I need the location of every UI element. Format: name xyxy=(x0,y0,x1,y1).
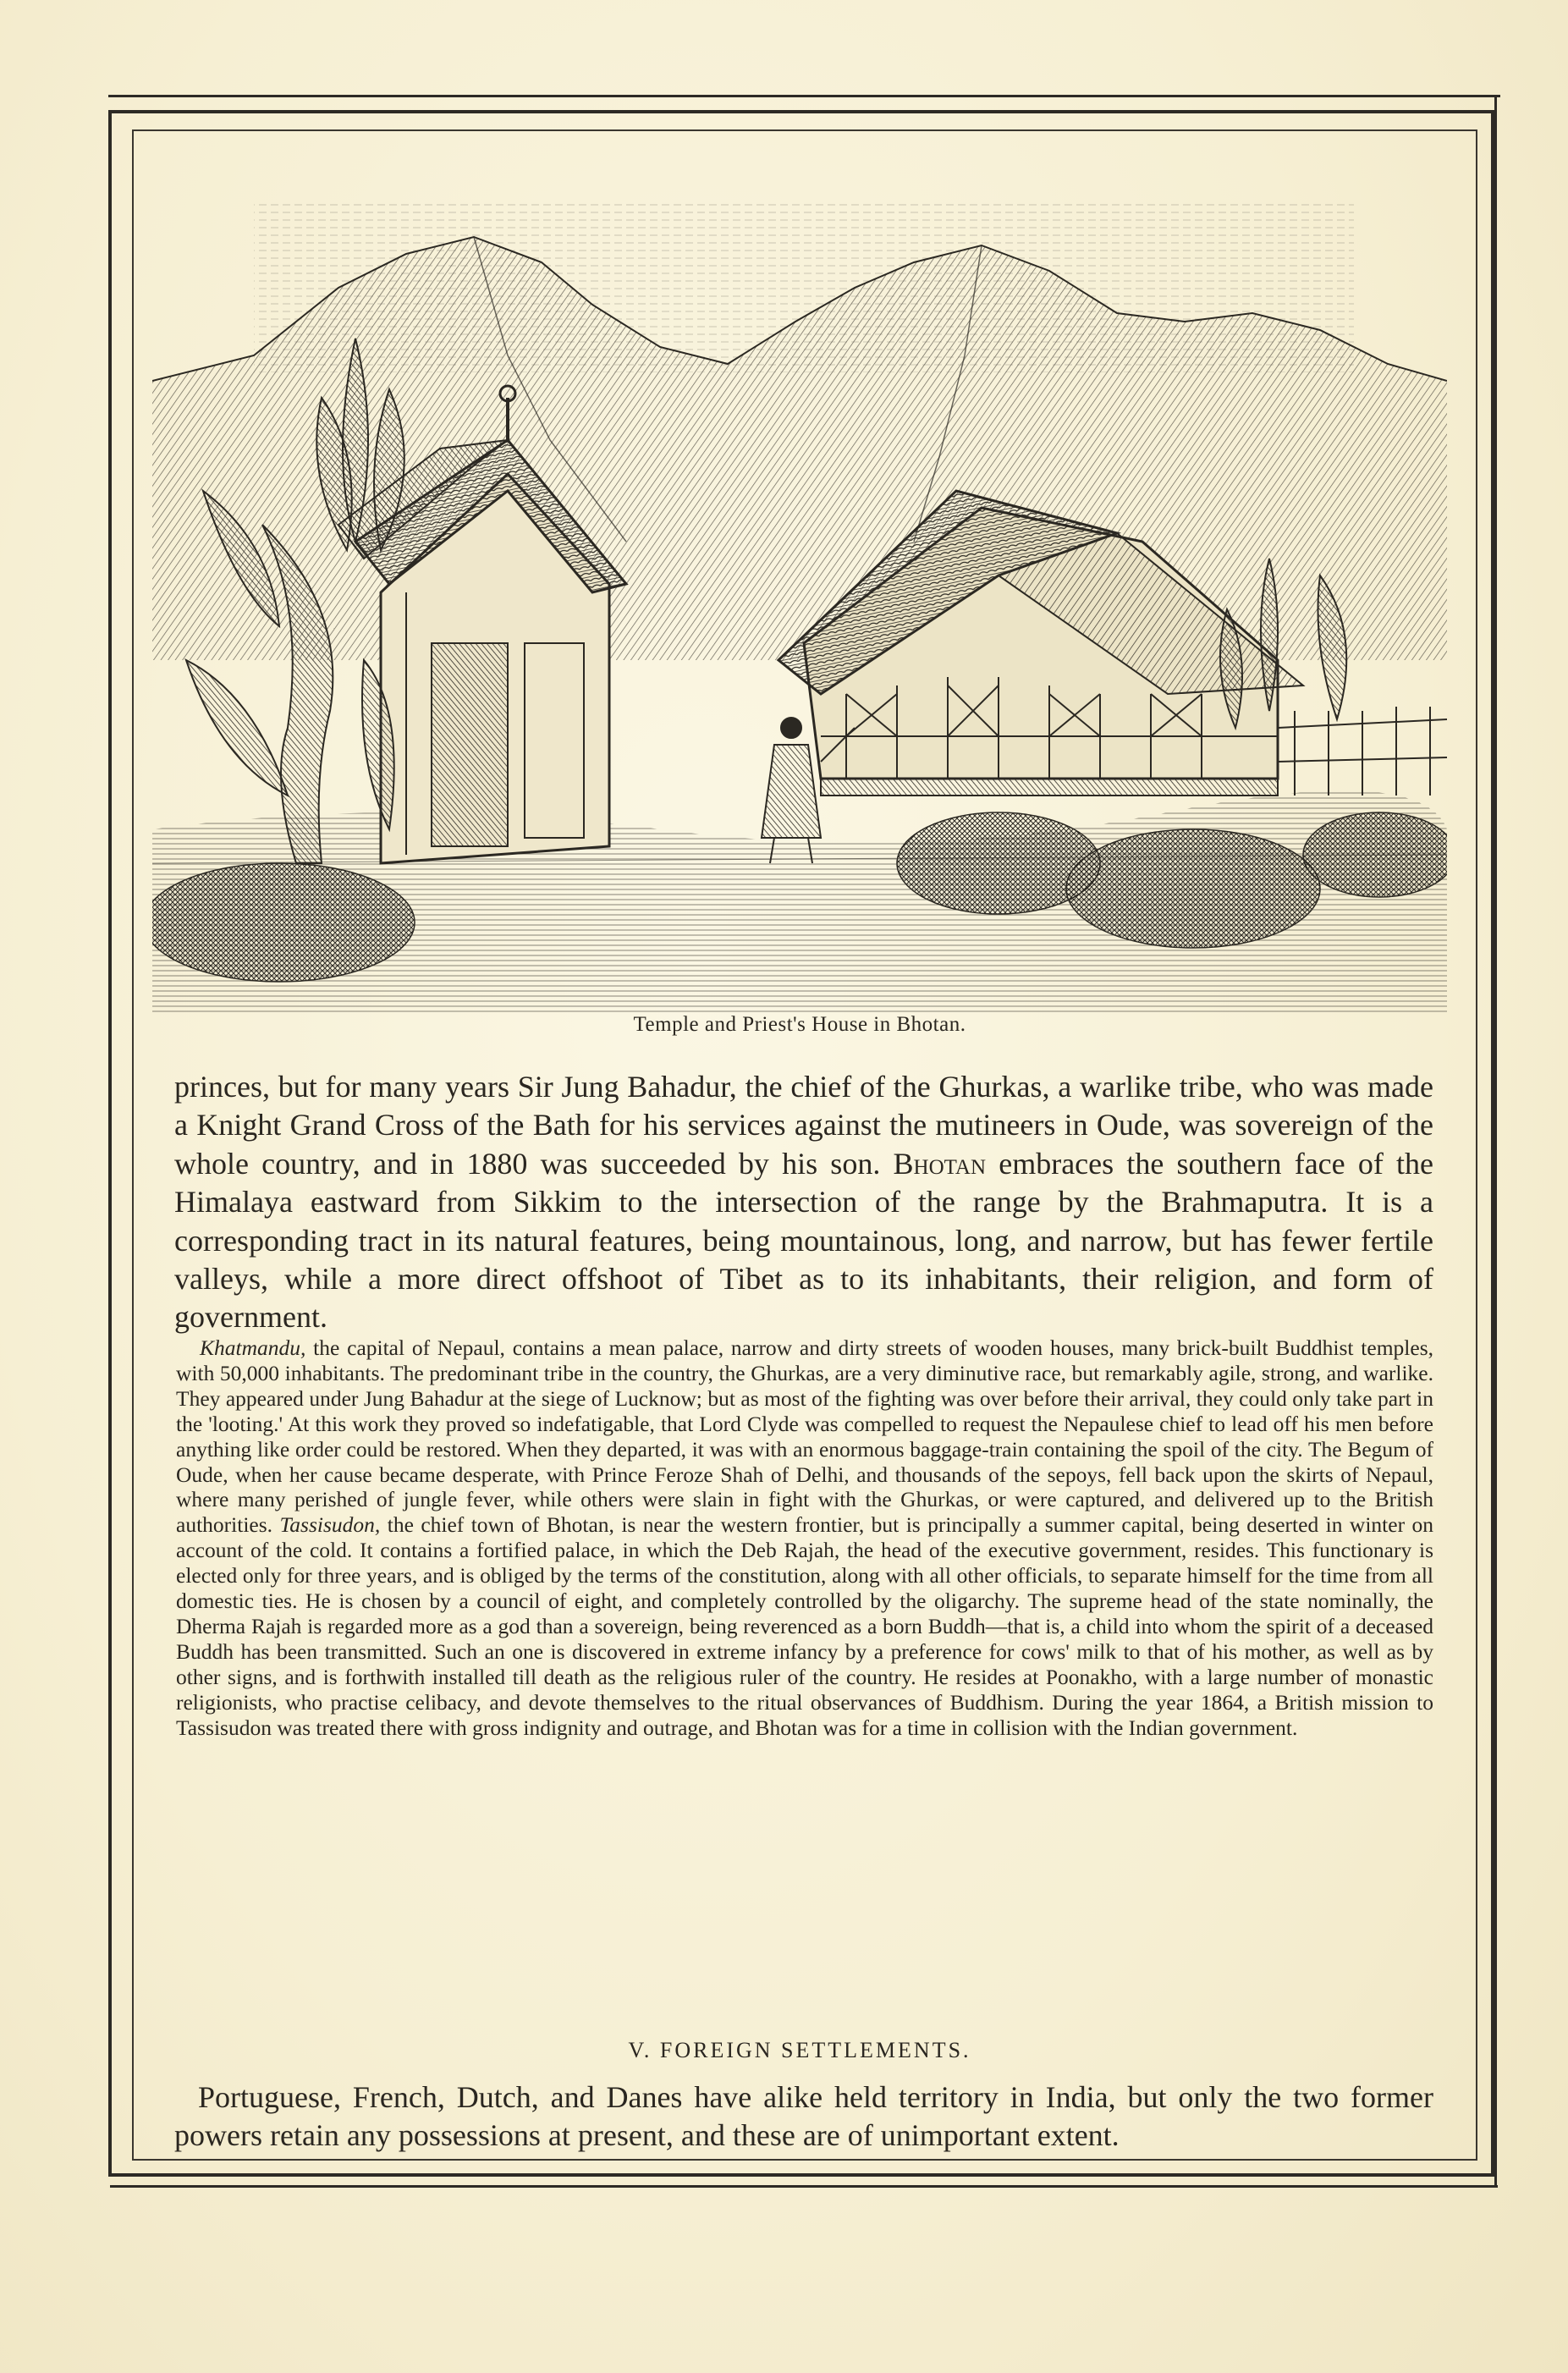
note-paragraph xyxy=(176,1335,1433,1741)
tassisudon-italic: Tassisudon, xyxy=(279,1512,381,1538)
engraving-illustration xyxy=(152,186,1447,1016)
section-paragraph: Portuguese, French, Dutch, and Danes have alike held territory in India, but only the two former powers retain any possessions at present, and these are of unimportant extent. xyxy=(174,2080,1433,2152)
lead-paragraph-text-2: embraces the southern face of the Himalaya eastward from Sikkim to the intersection of the range by the Brahmaputra. It is a corresponding tract in its natural features, being mountainous, long, and narrow, but has fewer fertile valleys, while a more direct offshoot of Tibet as to its inhabitants, their religion, and form of government. xyxy=(174,1146,1434,1335)
frame-rule-right xyxy=(1494,95,1497,2185)
khatmandu-italic: Khatmandu, xyxy=(200,1335,306,1360)
section-heading: V. FOREIGN SETTLEMENTS. xyxy=(628,2038,971,2062)
frame-rule-bottom xyxy=(110,2185,1498,2188)
fence xyxy=(1278,707,1447,796)
lead-paragraph xyxy=(174,1068,1433,1337)
lead-paragraph-text-1: princes, but for many years Sir Jung Bahadur, the chief of the Ghurkas, a warlike tribe, who was made a Knight Grand Cross of the Bath for his services against the mutineers in Oude, was sovereign of the whole country, and in 1880 was succeeded by his son. xyxy=(174,1070,1433,1181)
frame-rule-top xyxy=(108,95,1500,97)
bhotan-smallcaps: Bhotan xyxy=(893,1146,987,1181)
note-paragraph-text-1: the capital of Nepaul, contains a mean palace, narrow and dirty streets of wooden houses, many brick-built Buddhist temples, with 50,000 inhabitants. The predominant tribe in the country, the Ghurkas, are a very diminutive race, but remarkably agile, strong, and warlike. They appeared under Jung Bahadur at the siege of Lucknow; but as most of the fighting was over before their arrival, they could only take part in the 'looting.' At this work they proved so indefatigable, that Lord Clyde was compelled to request the Nepaulese chief to lead off his men before anything like order could be restored. When they departed, it was with an enormous baggage-train containing the spoil of the city. The Begum of Oude, when her cause became desperate, with Prince Feroze Shah of Delhi, and thousands of the sepoys, fell back upon the skirts of Nepaul, where many perished of jungle fever, while others were slain in fight with the Ghurkas, or were captured, and delivered up to the British authorities. xyxy=(176,1335,1433,1538)
note-paragraph-text-2: the chief town of Bhotan, is near the western frontier, but is principally a summer capital, being deserted in winter on account of the cold. It contains a fortified palace, in which the Deb Rajah, the head of the executive government, resides. This functionary is elected only for three years, and is obliged by the terms of the constitution, along with all other officials, to separate himself for the time from all domestic ties. He is chosen by a council of eight, and completely controlled by the oligarchy. The supreme head of the state nominally, the Dherma Rajah is regarded more as a god than a sovereign, being reverenced as a born Buddh—that is, a child into whom the spirit of a deceased Buddh has been transmitted. Such an one is discovered in extreme infancy by a preference for cows' milk to that of his mother, as well as by other signs, and is forthwith installed till death as the religious ruler of the country. He resides at Poonakho, with a large number of monastic religionists, who practise celibacy, and devote themselves to the ritual observances of Buddhism. During the year 1864, a British mission to Tassisudon was treated there with gross indignity and outrage, and Bhotan was for a time in collision with the Indian government. xyxy=(176,1512,1434,1740)
illustration-caption: Temple and Priest's House in Bhotan. xyxy=(633,1013,966,1036)
